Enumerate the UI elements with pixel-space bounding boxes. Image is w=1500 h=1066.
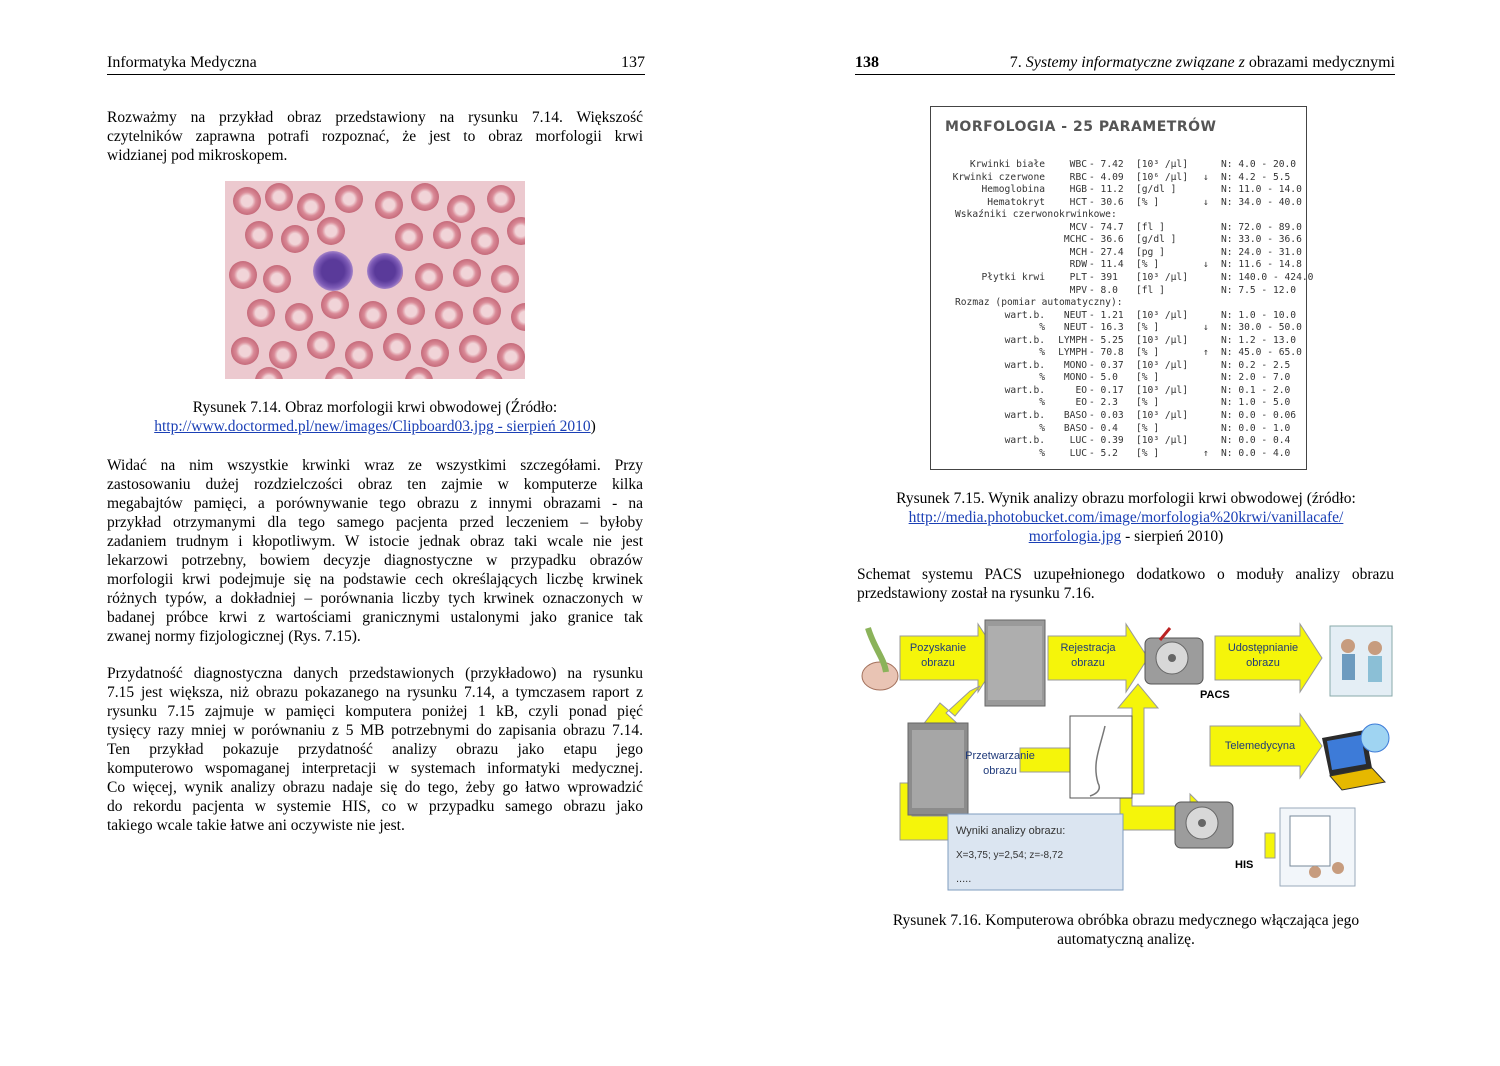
red-blood-cell <box>229 261 257 289</box>
blood-smear-image <box>225 181 525 379</box>
report-cell-value: - 0.39 <box>1089 435 1124 447</box>
results-more: ..... <box>956 873 972 885</box>
report-row <box>931 297 1306 310</box>
sharing-label-2: obrazu <box>1246 657 1280 669</box>
red-blood-cell <box>447 195 475 223</box>
body-paragraph-2 <box>107 456 643 646</box>
report-cell-norm: N: 11.0 - 14.0 <box>1221 184 1302 196</box>
laptop-globe-icon <box>1322 724 1389 790</box>
red-blood-cell <box>265 183 293 211</box>
report-cell-unit: [10³ /µl] <box>1136 271 1188 283</box>
report-cell-label: % <box>1039 397 1045 409</box>
report-cell-code: MCHC <box>1063 234 1087 246</box>
red-blood-cell <box>415 263 443 291</box>
text-line: Schemat systemu PACS uzupełnionego dodatkowo o moduły analizy obrazu <box>857 566 1394 583</box>
report-cell-code: BASO <box>1063 410 1087 421</box>
report-row <box>931 172 1306 185</box>
results-values: X=3,75; y=2,54; z=-8,72 <box>956 850 1064 861</box>
report-cell-label: Krwinki czerwone <box>952 171 1045 183</box>
red-blood-cell <box>475 369 503 379</box>
report-cell-norm: N: 4.0 - 20.0 <box>1221 159 1297 170</box>
report-cell-code: WBC <box>1069 159 1087 170</box>
report-cell-norm: N: 2.0 - 7.0 <box>1221 372 1291 384</box>
fig14-source-link[interactable]: http://www.doctormed.pl/new/images/Clipboard03.jpg - sierpień 2010 <box>154 418 591 435</box>
report-cell-code: LUC <box>1069 447 1087 459</box>
report-cell-label: wart.b. <box>1004 410 1045 421</box>
report-cell-value: - 1.21 <box>1089 309 1124 321</box>
report-cell-value: - 5.25 <box>1089 334 1124 346</box>
red-blood-cell <box>317 217 345 245</box>
report-cell-value: - 0.17 <box>1089 384 1124 396</box>
page-header <box>855 52 1395 75</box>
text-line: Widać na nim wszystkie krwinki wraz ze wszystkimi szczegółami. Przy <box>107 457 643 474</box>
sharing-label-1: Udostępnianie <box>1227 642 1299 654</box>
report-cell-norm: N: 24.0 - 31.0 <box>1221 246 1302 258</box>
processing-label-1: Przetwarzanie <box>965 750 1035 762</box>
report-cell-value: - 5.0 <box>1089 372 1118 384</box>
report-cell-value: - 36.6 <box>1089 234 1124 246</box>
acquisition-label-1: Pozyskanie <box>909 642 967 654</box>
red-blood-cell <box>453 259 481 287</box>
report-row <box>931 247 1306 260</box>
report-cell-value: - 30.6 <box>1089 196 1124 208</box>
report-cell-unit: [% ] <box>1136 397 1160 409</box>
red-blood-cell <box>473 297 501 325</box>
red-blood-cell <box>269 341 297 369</box>
fig16-caption-line2: automatyczną analizę. <box>1057 931 1195 948</box>
report-row <box>931 222 1306 235</box>
report-cell-value: - 5.2 <box>1089 447 1118 459</box>
fig14-caption <box>107 398 643 436</box>
text-line: rysunku 7.15 zajmuje w pamięci komputera poniżej 1 kB, czyli ponad pięć <box>107 703 643 720</box>
text-line: zadaniem trudnym i kłopotliwym. W istocie jednak obraz taki wcale nie jest <box>107 533 643 550</box>
pacs-disk-icon <box>1145 628 1203 684</box>
report-row <box>931 360 1306 373</box>
report-cell-label: % <box>1039 347 1045 359</box>
report-cell-label: wart.b. <box>1004 334 1045 346</box>
report-cell-unit: [10³ /µl] <box>1136 334 1188 346</box>
report-cell-unit: [% ] <box>1136 347 1160 359</box>
report-cell-norm: N: 0.0 - 4.0 <box>1221 447 1291 459</box>
red-blood-cell <box>321 291 349 319</box>
red-blood-cell <box>511 303 525 331</box>
report-cell-unit: [% ] <box>1136 447 1160 459</box>
report-cell-norm: N: 0.0 - 0.06 <box>1221 410 1297 421</box>
pacs-label: PACS <box>1200 689 1230 701</box>
report-row <box>931 410 1306 423</box>
report-cell-value: - 4.09 <box>1089 171 1124 183</box>
report-row <box>931 271 1314 285</box>
report-cell-code: MONO <box>1063 359 1087 371</box>
people-documents-icon <box>1280 808 1355 886</box>
report-cell-norm: N: 30.0 - 50.0 <box>1221 322 1302 334</box>
report-row <box>931 372 1306 385</box>
red-blood-cell <box>297 193 325 221</box>
report-cell-label: wart.b. <box>1004 384 1045 396</box>
report-cell-value: - 70.8 <box>1089 347 1124 359</box>
text-line: lekarzowi potrzebny, bowiem decyzje diagnostyczne w przypadku obrazów <box>107 552 643 569</box>
report-cell-value: - 2.3 <box>1089 397 1118 409</box>
report-cell-unit: [10³ /µl] <box>1136 384 1188 396</box>
report-row <box>931 209 1306 222</box>
acquisition-label-2: obrazu <box>921 657 955 669</box>
report-row <box>931 322 1306 335</box>
lab-report-image <box>930 106 1314 470</box>
report-cell-unit: [g/dl ] <box>1136 184 1177 196</box>
report-cell-unit: [fl ] <box>1136 221 1165 233</box>
report-cell-unit: [fl ] <box>1136 284 1165 296</box>
report-cell-code: MONO <box>1063 372 1087 384</box>
red-blood-cell <box>375 191 403 219</box>
report-cell-value: - 11.4 <box>1089 259 1124 271</box>
text-line: Rozważmy na przykład obraz przedstawiony na rysunku 7.14. Większość <box>107 109 643 126</box>
report-cell-value: - 74.7 <box>1089 221 1124 233</box>
report-cell-norm: N: 34.0 - 40.0 <box>1221 196 1302 208</box>
report-cell-unit: [10⁶ /µl] <box>1136 171 1188 183</box>
red-blood-cell <box>383 333 411 361</box>
fig15-caption-end: - sierpień 2010) <box>1121 528 1224 545</box>
vessel-outline-image <box>1070 716 1132 798</box>
report-cell-value: - 0.37 <box>1089 359 1124 371</box>
red-blood-cell <box>435 301 463 329</box>
report-cell-code: RDW <box>1069 259 1087 271</box>
report-cell-unit: [10³ /µl] <box>1136 309 1188 321</box>
fig14-caption-text: Rysunek 7.14. Obraz morfologii krwi obwodowej (Źródło: <box>192 399 558 416</box>
report-cell-norm: N: 1.2 - 13.0 <box>1221 334 1297 346</box>
report-cell-label: % <box>1039 447 1045 459</box>
report-row <box>931 335 1306 348</box>
text-line: do rekordu pacjenta w systemie HIS, co w przypadku samego obrazu jako <box>107 798 643 815</box>
report-cell-value: - 0.03 <box>1089 410 1124 421</box>
report-cell-norm: N: 0.2 - 2.5 <box>1221 359 1291 371</box>
report-cell-flag: ↑ <box>1203 347 1209 359</box>
report-row <box>931 310 1306 323</box>
red-blood-cell <box>231 337 259 365</box>
report-cell-unit: [10³ /µl] <box>1136 359 1188 371</box>
report-cell-label: % <box>1039 322 1045 334</box>
red-blood-cell <box>433 221 461 249</box>
processing-label-2: obrazu <box>983 765 1017 777</box>
arrow-his-right <box>1265 833 1275 858</box>
report-cell-unit: [% ] <box>1136 422 1160 434</box>
report-cell-label: % <box>1039 372 1045 384</box>
intro-paragraph <box>107 108 643 165</box>
report-cell-norm: N: 1.0 - 10.0 <box>1221 309 1297 321</box>
text-line: czytelników zaprawna potrafi rozpoznać, że jest to obraz morfologii krwi <box>107 128 643 145</box>
red-blood-cell <box>247 299 275 327</box>
report-cell-value: - 11.2 <box>1089 184 1124 196</box>
report-cell-value: - 27.4 <box>1089 246 1124 258</box>
report-cell-flag: ↓ <box>1203 196 1209 208</box>
text-line: widzianej pod mikroskopem. <box>107 147 288 164</box>
red-blood-cell <box>405 367 433 379</box>
page-number: 138 <box>855 54 879 71</box>
text-line: morfologii krwi podejmuje się na podstawie cech określających liczbę krwinek <box>107 571 643 588</box>
report-title: MORFOLOGIA - 25 PARAMETRÓW <box>945 119 1217 135</box>
report-cell-label: Hematokryt <box>987 196 1045 208</box>
page-number: 137 <box>621 54 645 71</box>
text-line: zwanej normy fizjologicznej (Rys. 7.15). <box>107 628 361 645</box>
report-cell-value: - 8.0 <box>1089 284 1118 296</box>
arrow-down-left <box>922 686 980 726</box>
report-cell-code: BASO <box>1063 422 1087 434</box>
text-line: Przydatność diagnostyczna danych przedstawionych (przykładowo) na rysunku <box>107 665 643 682</box>
report-cell-norm: N: 11.6 - 14.8 <box>1221 259 1302 271</box>
report-cell-value: - 391 <box>1089 271 1118 283</box>
hand-icon <box>862 628 898 690</box>
report-row <box>931 197 1306 210</box>
red-blood-cell <box>421 339 449 367</box>
red-blood-cell <box>255 367 283 379</box>
report-cell-unit: [% ] <box>1136 196 1160 208</box>
report-cell-code: NEUT <box>1063 322 1087 334</box>
report-cell-norm: N: 7.5 - 12.0 <box>1221 284 1297 296</box>
report-cell-value: - 7.42 <box>1089 159 1124 170</box>
report-cell-norm: N: 45.0 - 65.0 <box>1221 347 1302 359</box>
report-cell-label: Rozmaz (pomiar automatyczny): <box>955 297 1123 309</box>
report-cell-norm: N: 1.0 - 5.0 <box>1221 397 1291 409</box>
red-blood-cell <box>281 225 309 253</box>
text-line: badanej próbce krwi z wartościami granicznymi ustalonymi jako granice tak <box>107 609 643 626</box>
report-cell-label: wart.b. <box>1004 435 1045 447</box>
text-line: różnych typów, a dokładniej – porównania liczby tych krwinek oznaczonych w <box>107 590 643 607</box>
pacs-diagram <box>860 618 1400 896</box>
report-cell-label: wart.b. <box>1004 309 1045 321</box>
text-line: Co więcej, wynik analizy obrazu nadaje się do tego, żeby go łatwo wprowadzić <box>107 779 643 796</box>
page-header <box>107 52 645 75</box>
report-cell-unit: [% ] <box>1136 259 1160 271</box>
report-row <box>931 234 1306 247</box>
report-cell-norm: N: 72.0 - 89.0 <box>1221 221 1302 233</box>
red-blood-cell <box>471 227 499 255</box>
body-paragraph <box>857 565 1394 603</box>
fig16-caption <box>858 911 1394 949</box>
red-blood-cell <box>411 183 439 211</box>
red-blood-cell <box>307 331 335 359</box>
report-cell-value: - 0.4 <box>1089 422 1118 434</box>
report-row <box>931 184 1306 197</box>
header-title: 7. Systemy informatyczne związane z obrazami medycznymi <box>1009 54 1395 71</box>
text-line: przykład otrzymanymi dla tego samego pacjenta przed leczeniem – byłoby <box>107 514 643 531</box>
report-cell-flag: ↓ <box>1203 171 1209 183</box>
red-blood-cell <box>335 185 363 213</box>
results-title: Wyniki analizy obrazu: <box>956 825 1066 837</box>
report-row <box>931 448 1306 461</box>
report-cell-code: MCH <box>1069 246 1087 258</box>
report-cell-label: wart.b. <box>1004 359 1045 371</box>
report-cell-flag: ↓ <box>1203 259 1209 271</box>
white-blood-cell <box>313 251 353 291</box>
red-blood-cell <box>263 265 291 293</box>
fig15-source-link-1[interactable]: http://media.photobucket.com/image/morfologia%20krwi/vanillacafe/ <box>908 509 1344 526</box>
red-blood-cell <box>325 367 353 379</box>
fig15-caption <box>858 489 1394 546</box>
text-line: 7.15 jest większa, niż obrazu pokazanego na rysunku 7.14, a tymczasem raport z <box>107 684 643 701</box>
text-line: megabajtów pamięci, a porównywanie tego obrazu z innymi obrazami - na <box>107 495 643 512</box>
red-blood-cell <box>359 301 387 329</box>
report-row <box>931 259 1306 272</box>
report-cell-norm: N: 140.0 - 424.0 <box>1221 271 1314 283</box>
registration-label-2: obrazu <box>1071 657 1105 669</box>
report-cell-norm: N: 0.0 - 1.0 <box>1221 422 1291 434</box>
report-cell-label: Hemoglobina <box>981 184 1045 196</box>
report-row <box>931 423 1306 436</box>
red-blood-cell <box>487 185 515 213</box>
fig15-caption-text: Rysunek 7.15. Wynik analizy obrazu morfologii krwi obwodowej (źródło: <box>896 490 1356 507</box>
report-cell-label: Płytki krwi <box>981 271 1045 283</box>
red-blood-cell <box>497 343 525 371</box>
report-row <box>931 435 1306 448</box>
red-blood-cell <box>491 265 519 293</box>
report-cell-code: NEUT <box>1063 309 1087 321</box>
red-blood-cell <box>507 217 525 245</box>
report-row <box>931 397 1306 410</box>
report-cell-value: - 16.3 <box>1089 322 1124 334</box>
report-cell-unit: [10³ /µl] <box>1136 159 1188 170</box>
report-cell-unit: [10³ /µl] <box>1136 435 1188 447</box>
report-cell-unit: [g/dl ] <box>1136 234 1177 246</box>
text-line: tysięcy razy mniej w porównaniu z 5 MB potrzebnymi do zapisania obrazu 7.14. <box>107 722 643 739</box>
report-cell-norm: N: 0.1 - 2.0 <box>1221 384 1291 396</box>
fig16-caption-line1: Rysunek 7.16. Komputerowa obróbka obrazu medycznego włączająca jego <box>892 912 1360 929</box>
red-blood-cell <box>345 341 373 369</box>
report-cell-flag: ↓ <box>1203 322 1209 334</box>
report-cell-code: HCT <box>1069 196 1087 208</box>
his-label: HIS <box>1235 859 1254 871</box>
his-disk-icon <box>1175 802 1233 848</box>
red-blood-cell <box>245 221 273 249</box>
report-row <box>931 285 1306 298</box>
report-cell-unit: [10³ /µl] <box>1136 410 1188 421</box>
report-cell-code: EO <box>1075 397 1087 409</box>
text-line: zastosowaniu dużej rozdzielczości obraz ten zajmie w komputerze kilka <box>107 476 643 493</box>
doctors-icon <box>1330 626 1392 696</box>
report-cell-label: Wskaźniki czerwonokrwinkowe: <box>955 209 1117 221</box>
report-cell-unit: [pg ] <box>1136 246 1165 258</box>
header-title: Informatyka Medyczna <box>107 54 257 71</box>
red-blood-cell <box>397 297 425 325</box>
white-blood-cell <box>367 253 403 289</box>
text-line: przedstawiony został na rysunku 7.16. <box>857 585 1095 602</box>
report-cell-flag: ↑ <box>1203 447 1209 459</box>
text-line: komputerowo wspomaganej interpretacji w systemach informatyki medycznej. <box>107 760 643 777</box>
report-cell-unit: [% ] <box>1136 322 1160 334</box>
registration-label-1: Rejestracja <box>1060 642 1116 654</box>
report-row <box>931 159 1306 172</box>
report-row <box>931 347 1306 360</box>
red-blood-cell <box>395 223 423 251</box>
report-cell-label: Krwinki białe <box>969 159 1045 170</box>
report-cell-code: MPV <box>1069 284 1087 296</box>
right-page <box>750 0 1500 1066</box>
report-cell-code: LUC <box>1069 435 1087 447</box>
fig14-caption-end: ) <box>590 418 596 435</box>
report-cell-code: PLT <box>1069 271 1087 283</box>
report-cell-norm: N: 0.0 - 0.4 <box>1221 435 1291 447</box>
text-line: Ten przykład pokazuje przydatność analizy obrazu jako etapu jego <box>107 741 643 758</box>
report-cell-code: LYMPH <box>1058 347 1087 359</box>
text-line: takiego wcale takie łatwe ani oczywiste nie jest. <box>107 817 405 834</box>
report-cell-norm: N: 33.0 - 36.6 <box>1221 234 1302 246</box>
report-row <box>931 385 1306 398</box>
report-cell-code: MCV <box>1069 221 1087 233</box>
report-cell-unit: [% ] <box>1136 372 1160 384</box>
report-cell-code: EO <box>1075 384 1087 396</box>
red-blood-cell <box>233 187 261 215</box>
report-cell-code: RBC <box>1069 171 1087 183</box>
fig15-source-link-2[interactable]: morfologia.jpg <box>1028 528 1122 545</box>
body-paragraph-3 <box>107 664 643 835</box>
report-cell-label: % <box>1039 422 1045 434</box>
red-blood-cell <box>285 303 313 331</box>
report-cell-code: LYMPH <box>1058 334 1087 346</box>
report-cell-norm: N: 4.2 - 5.5 <box>1221 171 1291 183</box>
telemedicine-label: Telemedycyna <box>1224 740 1296 752</box>
report-cell-code: HGB <box>1069 184 1087 196</box>
red-blood-cell <box>459 335 487 363</box>
